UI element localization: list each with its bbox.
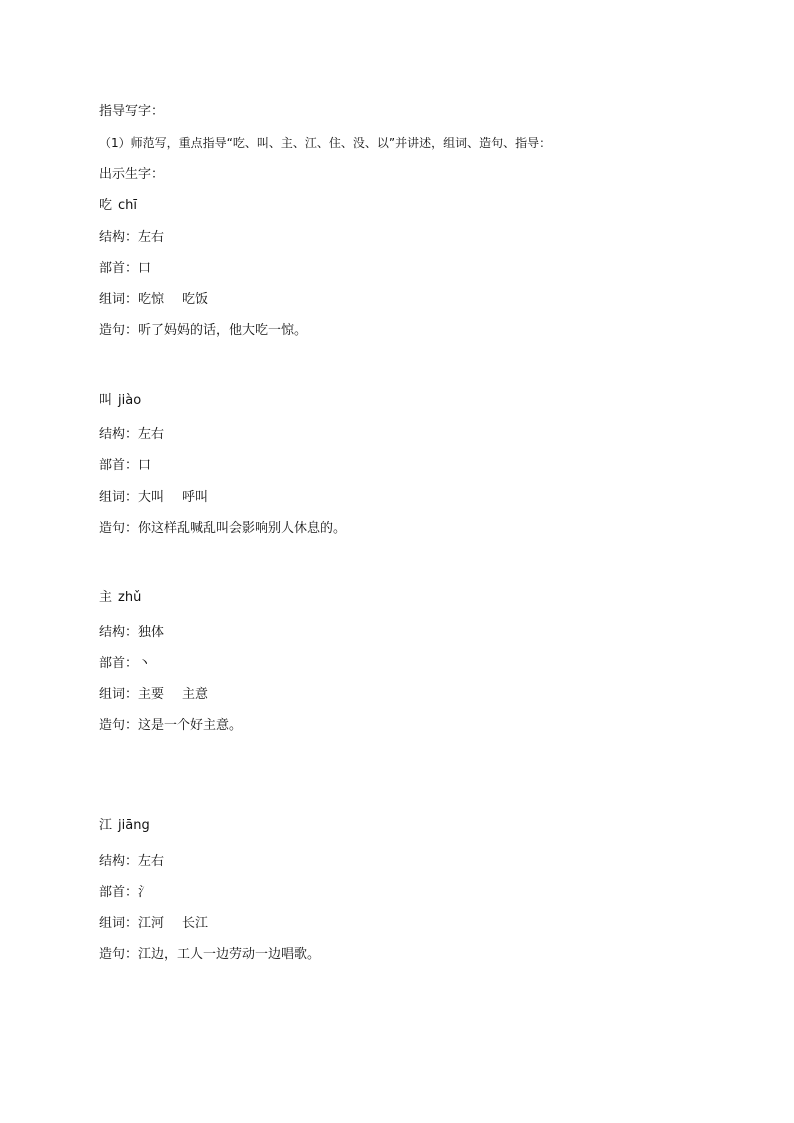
character: 吃 <box>99 198 113 213</box>
structure-line: 结构：左右 <box>99 427 165 442</box>
sentence-line: 造句：江边，工人一边劳动一边唱歌。 <box>99 947 321 962</box>
character-heading <box>99 197 137 215</box>
word: 江河 <box>138 916 165 931</box>
pinyin: chī <box>118 198 138 213</box>
word: 呼叫 <box>182 490 209 505</box>
character-heading <box>99 589 141 607</box>
structure-line: 结构：左右 <box>99 230 165 245</box>
character-heading <box>99 392 141 410</box>
pinyin: jiāng <box>118 818 150 833</box>
sentence-line: 造句：这是一个好主意。 <box>99 718 243 733</box>
word: 主意 <box>182 687 209 702</box>
structure-line: 结构：独体 <box>99 625 165 640</box>
section-heading: 指导写字： <box>99 104 165 119</box>
word: 大叫 <box>138 490 165 505</box>
radical-line: 部首：氵 <box>99 885 152 900</box>
words-line <box>99 686 208 704</box>
character: 江 <box>99 818 113 833</box>
pinyin: jiào <box>118 393 142 408</box>
character-heading <box>99 817 150 835</box>
character: 主 <box>99 590 113 605</box>
word: 长江 <box>182 916 209 931</box>
word: 吃饭 <box>182 292 209 307</box>
words-label: 组词： <box>99 292 139 307</box>
radical-line: 部首：口 <box>99 458 152 473</box>
sentence-line: 造句：你这样乱喊乱叫会影响别人休息的。 <box>99 521 347 536</box>
show-characters-title: 出示生字： <box>99 167 165 182</box>
sentence-line: 造句：听了妈妈的话，他大吃一惊。 <box>99 323 308 338</box>
instruction-text: （1）师范写，重点指导“吃、叫、主、江、住、没、以”并讲述，组词、造句、指导： <box>99 136 552 150</box>
words-label: 组词： <box>99 687 139 702</box>
character: 叫 <box>99 393 113 408</box>
radical-line: 部首：口 <box>99 261 152 276</box>
structure-line: 结构：左右 <box>99 854 165 869</box>
words-label: 组词： <box>99 916 139 931</box>
words-line <box>99 291 208 309</box>
radical-line: 部首：丶 <box>99 656 152 671</box>
word: 吃惊 <box>138 292 165 307</box>
words-line <box>99 489 208 507</box>
words-label: 组词： <box>99 490 139 505</box>
words-line <box>99 915 208 933</box>
word: 主要 <box>138 687 165 702</box>
pinyin: zhǔ <box>118 590 142 605</box>
